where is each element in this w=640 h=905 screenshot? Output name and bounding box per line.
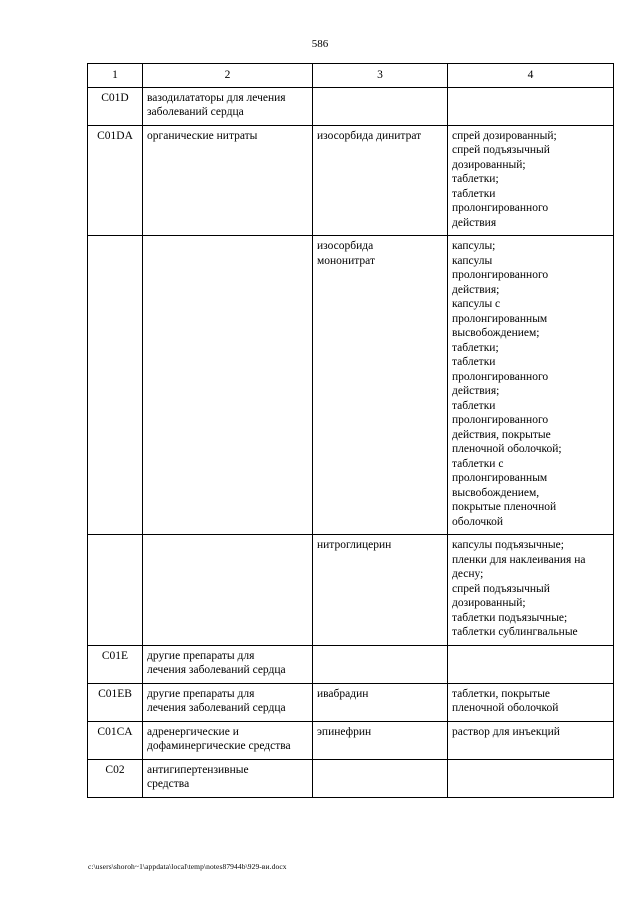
dosage-forms-line: пленочной оболочкой	[452, 702, 559, 714]
dosage-forms-line: пролонгированным	[452, 472, 548, 484]
atc-code-cell: C01CA	[88, 721, 143, 759]
substance-cell	[313, 125, 448, 236]
dosage-forms-cell	[448, 759, 614, 797]
dosage-forms-line: десну;	[452, 568, 484, 580]
dosage-forms-cell	[448, 535, 614, 646]
dosage-forms-line: действия;	[452, 283, 500, 296]
dosage-forms-line: дозированный;	[452, 597, 526, 609]
table-row	[88, 236, 614, 535]
substance-cell	[313, 721, 448, 759]
drug-table	[87, 63, 614, 798]
atc-code-cell: C01DA	[88, 125, 143, 236]
dosage-forms-line: высвобождением;	[452, 327, 540, 339]
group-name-line: заболеваний сердца	[147, 106, 244, 118]
dosage-forms-line: пролонгированным	[452, 312, 548, 325]
substance-cell	[313, 535, 448, 646]
dosage-forms-line: таблетки, покрытые	[452, 687, 551, 700]
dosage-forms-line: таблетки	[452, 399, 496, 412]
dosage-forms-line: пролонгированного	[452, 202, 549, 214]
table-row	[88, 721, 614, 759]
file-path-footer: c:\users\shoroh~1\appdata\local\temp\notes87944b\929-ви.docx	[88, 862, 287, 871]
group-name-line: антигипертензивные	[147, 763, 249, 776]
header-cell-4: 4	[448, 64, 614, 88]
dosage-forms-line: капсулы подъязычные;	[452, 539, 564, 551]
group-name-line: органические нитраты	[147, 129, 258, 142]
group-name-cell	[143, 683, 313, 721]
dosage-forms-line: капсулы с	[452, 298, 501, 310]
substance-cell	[313, 683, 448, 721]
dosage-forms-cell	[448, 645, 614, 683]
header-row	[88, 64, 614, 88]
atc-code-cell: C02	[88, 759, 143, 797]
table-row	[88, 645, 614, 683]
dosage-forms-line: таблетки;	[452, 341, 499, 354]
dosage-forms-line: пролонгированного	[452, 370, 549, 383]
table-row	[88, 125, 614, 236]
dosage-forms-line: действия;	[452, 385, 500, 397]
group-name-cell	[143, 759, 313, 797]
substance-cell	[313, 759, 448, 797]
group-name-line: средства	[147, 778, 190, 790]
dosage-forms-cell	[448, 721, 614, 759]
dosage-forms-line: капсулы	[452, 254, 493, 267]
dosage-forms-line: спрей подъязычный	[452, 144, 550, 156]
group-name-cell	[143, 535, 313, 646]
dosage-forms-cell	[448, 683, 614, 721]
header-cell-2: 2	[143, 64, 313, 88]
dosage-forms-line: оболочкой	[452, 515, 504, 528]
substance-line: мононитрат	[317, 254, 375, 267]
substance-cell	[313, 236, 448, 535]
group-name-line: другие препараты для	[147, 649, 255, 662]
dosage-forms-line: таблетки;	[452, 173, 499, 185]
dosage-forms-line: раствор для инъекций	[452, 725, 560, 738]
substance-line: изосорбида	[317, 240, 374, 252]
table-row	[88, 87, 614, 125]
dosage-forms-line: таблетки с	[452, 457, 504, 470]
group-name-line: адренергические и	[147, 725, 239, 738]
dosage-forms-line: спрей подъязычный	[452, 582, 550, 595]
table-row	[88, 535, 614, 646]
substance-cell	[313, 87, 448, 125]
header-cell-3: 3	[313, 64, 448, 88]
dosage-forms-line: спрей дозированный;	[452, 129, 557, 142]
substance-line: нитроглицерин	[317, 539, 392, 551]
substance-line: эпинефрин	[317, 725, 372, 738]
dosage-forms-line: высвобождением,	[452, 486, 540, 499]
table-row	[88, 683, 614, 721]
dosage-forms-line: действия	[452, 216, 497, 229]
dosage-forms-line: таблетки подъязычные;	[452, 611, 568, 624]
atc-code-cell	[88, 535, 143, 646]
table-row	[88, 759, 614, 797]
group-name-cell	[143, 125, 313, 236]
dosage-forms-line: таблетки	[452, 187, 496, 200]
group-name-cell	[143, 645, 313, 683]
group-name-line: дофаминергические средства	[147, 740, 291, 752]
dosage-forms-line: капсулы;	[452, 240, 496, 252]
substance-line: ивабрадин	[317, 687, 369, 700]
dosage-forms-line: таблетки	[452, 356, 496, 368]
group-name-line: другие препараты для	[147, 687, 255, 700]
dosage-forms-line: пленки для наклеивания на	[452, 553, 586, 566]
dosage-forms-cell	[448, 236, 614, 535]
atc-code-cell	[88, 236, 143, 535]
dosage-forms-cell	[448, 125, 614, 236]
dosage-forms-line: дозированный;	[452, 158, 526, 171]
dosage-forms-line: покрытые пленочной	[452, 501, 557, 513]
group-name-line: лечения заболеваний сердца	[147, 664, 286, 676]
group-name-cell	[143, 721, 313, 759]
group-name-line: вазодилататоры для лечения	[147, 91, 286, 104]
page-number: 586	[311, 38, 329, 50]
header-cell-1: 1	[88, 64, 143, 88]
dosage-forms-line: пролонгированного	[452, 269, 549, 281]
substance-line: изосорбида динитрат	[317, 129, 422, 142]
dosage-forms-line: таблетки сублингвальные	[452, 626, 578, 638]
dosage-forms-line: пленочной оболочкой;	[452, 443, 562, 455]
group-name-cell	[143, 87, 313, 125]
substance-cell	[313, 645, 448, 683]
dosage-forms-line: пролонгированного	[452, 414, 549, 426]
atc-code-cell: C01D	[88, 87, 143, 125]
atc-code-cell: C01E	[88, 645, 143, 683]
atc-code-cell: C01EB	[88, 683, 143, 721]
group-name-line: лечения заболеваний сердца	[147, 702, 286, 714]
dosage-forms-line: действия, покрытые	[452, 428, 551, 441]
group-name-cell	[143, 236, 313, 535]
dosage-forms-cell	[448, 87, 614, 125]
